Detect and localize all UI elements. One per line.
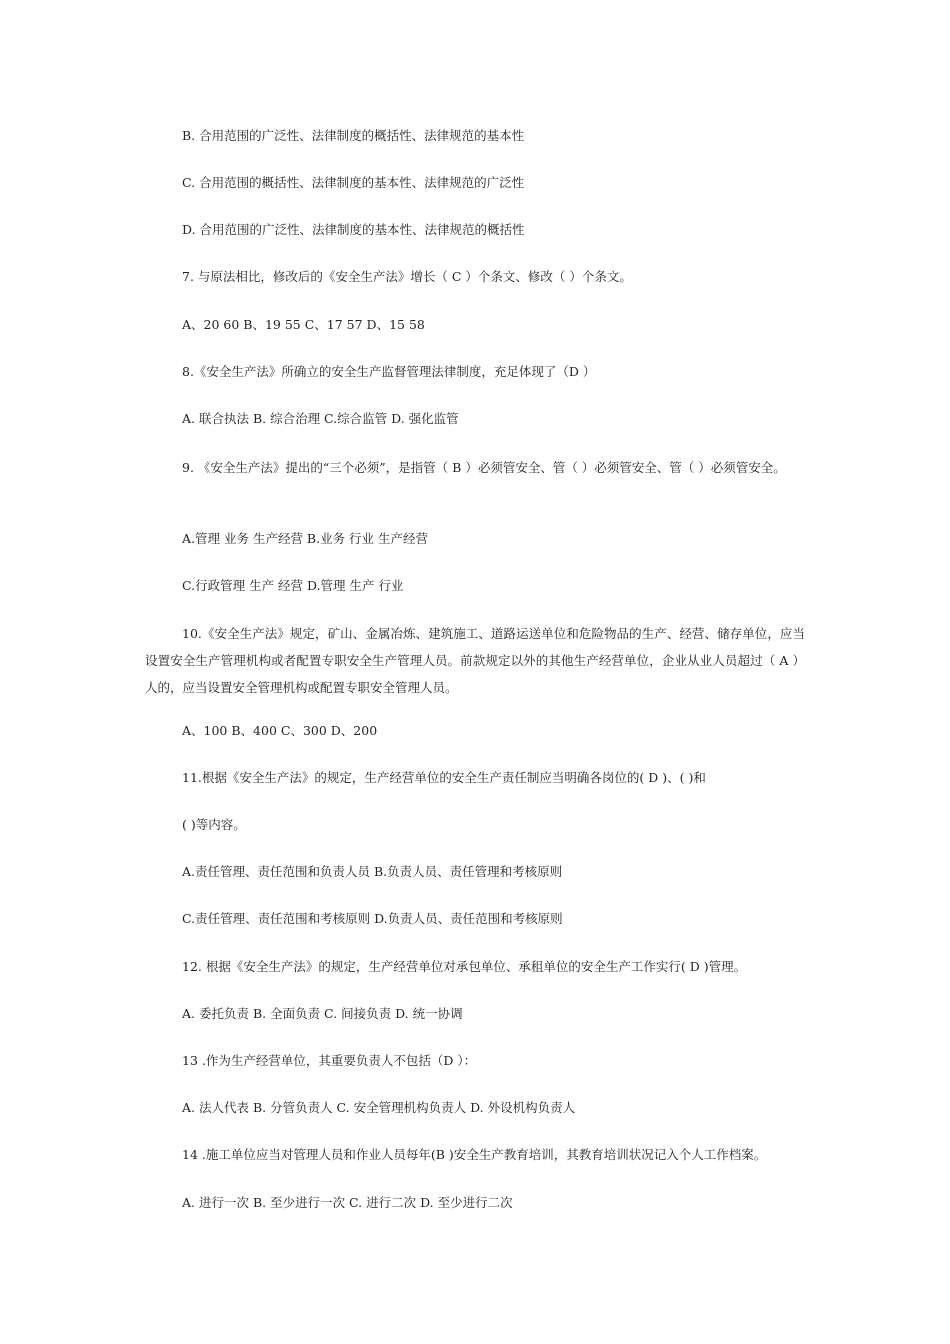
options-q9-ab: A.管理 业务 生产经营 B.业务 行业 生产经营 xyxy=(182,531,429,546)
question-8: 8.《安全生产法》所确立的安全生产监督管理法律制度，充足体现了（D ） xyxy=(182,364,596,379)
question-7: 7. 与原法相比，修改后的《安全生产法》增长（ C ）个条文、修改（ ）个条文。 xyxy=(182,269,632,284)
question-14: 14 .施工单位应当对管理人员和作业人员每年(B )安全生产教育培训，其教育培训状况记入个人工作档案。 xyxy=(182,1147,767,1162)
question-11: 11.根据《安全生产法》的规定，生产经营单位的安全生产责任制应当明确各岗位的( D )、( )和 xyxy=(182,770,706,785)
question-10: 10.《安全生产法》规定，矿山、金属冶炼、建筑施工、道路运送单位和危险物品的生产、经营、储存单位，应当设置安全生产管理机构或者配置专职安全生产管理人员。前款规定以外的其他生产经营单位，企业从业人员超过（ A ）人的，应当设置安全管理机构或配置专职安全管理人员。 xyxy=(145,626,805,695)
option-b-q6: B. 合用范围的广泛性、法律制度的概括性、法律规范的基本性 xyxy=(182,128,525,143)
option-d-q6: D. 合用范围的广泛性、法律制度的基本性、法律规范的概括性 xyxy=(182,222,525,237)
options-q11-cd: C.责任管理、责任范围和考核原则 D.负责人员、责任范围和考核原则 xyxy=(182,911,563,926)
question-11-cont: ( )等内容。 xyxy=(182,817,246,832)
options-q8: A. 联合执法 B. 综合治理 C.综合监管 D. 强化监管 xyxy=(182,411,459,426)
options-q7: A、20 60 B、19 55 C、17 57 D、15 58 xyxy=(182,317,425,332)
question-9: 9. 《安全生产法》提出的“三个必须”，是指管（ B ）必须管安全、管（ ）必须管安全、管（ ）必须管安全。 xyxy=(182,460,786,475)
options-q11-ab: A.责任管理、责任范围和负责人员 B.负责人员、责任管理和考核原则 xyxy=(182,864,563,879)
options-q9-cd: C.行政管理 生产 经营 D.管理 生产 行业 xyxy=(182,578,404,593)
option-c-q6: C. 合用范围的概括性、法律制度的基本性、法律规范的广泛性 xyxy=(182,175,525,190)
question-12: 12. 根据《安全生产法》的规定，生产经营单位对承包单位、承租单位的安全生产工作实行( D )管理。 xyxy=(182,959,747,974)
options-q10: A、100 B、400 C、300 D、200 xyxy=(182,723,378,738)
options-q12: A. 委托负责 B. 全面负责 C. 间接负责 D. 统一协调 xyxy=(182,1006,463,1021)
options-q14: A. 进行一次 B. 至少进行一次 C. 进行二次 D. 至少进行二次 xyxy=(182,1195,513,1210)
options-q13: A. 法人代表 B. 分管负责人 C. 安全管理机构负责人 D. 外设机构负责人 xyxy=(182,1100,576,1115)
question-13: 13 .作为生产经营单位，其重要负责人不包括（D ）： xyxy=(182,1053,477,1068)
